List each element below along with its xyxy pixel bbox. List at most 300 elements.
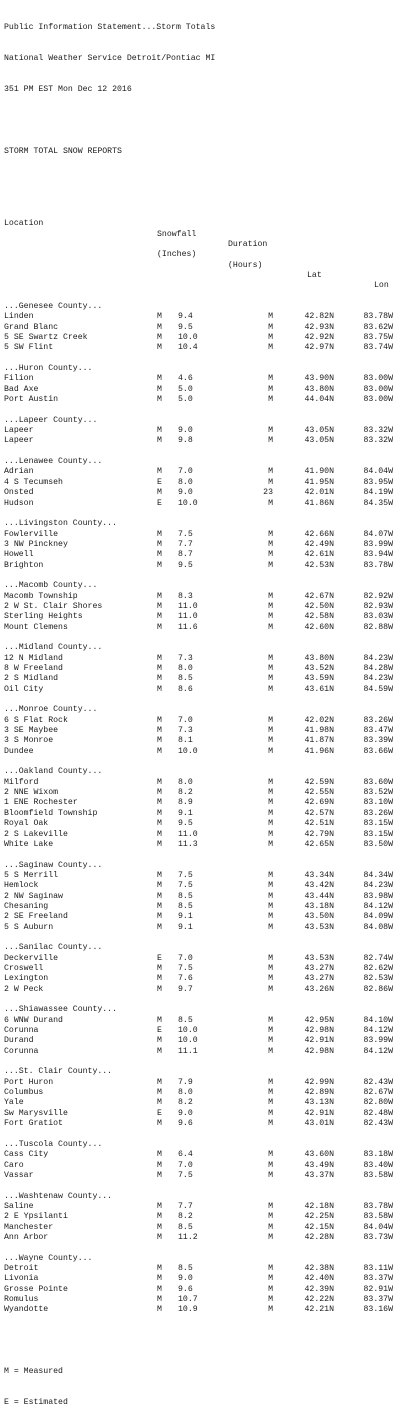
report-row [4,1015,393,1026]
header-line-timestamp: 351 PM EST Mon Dec 12 2016 [4,84,132,94]
report-location: Bloomfield Township [4,808,98,818]
report-location: Corunna [4,1026,39,1036]
county-heading: ...Saginaw County... [4,860,103,870]
report-snowfall-value: 9.4 [178,312,193,322]
report-row [4,891,393,902]
report-latitude: 42.02N [304,715,334,725]
county-section [4,767,393,860]
report-duration: M [268,1150,273,1160]
report-location: 4 S Tecumseh [4,477,63,487]
report-location: Hudson [4,498,34,508]
report-snowfall-value: 6.4 [178,1150,193,1160]
report-source-code: M [157,963,162,973]
report-snowfall-value: 8.0 [178,664,193,673]
report-latitude: 43.01N [304,1119,334,1129]
report-location: Lapeer [4,436,34,446]
report-longitude: 83.99W [363,1036,393,1046]
report-location: Fort Gratiot [4,1119,63,1129]
report-duration: 23 [263,488,273,498]
report-latitude: 43.80N [304,653,334,663]
report-duration: M [268,395,273,405]
report-duration: M [268,426,273,436]
report-row [4,384,393,395]
report-row [4,374,393,384]
report-row [4,808,393,819]
report-source-code: E [157,477,162,487]
report-longitude: 83.98W [363,891,393,901]
report-longitude: 82.43W [363,1077,393,1087]
report-source-code: M [157,726,162,736]
report-snowfall-value: 7.5 [178,870,193,880]
report-longitude: 83.78W [363,1201,393,1211]
report-row [4,1088,393,1098]
column-header-duration: Duration [228,239,268,249]
report-source-code: M [157,715,162,725]
report-source-code: M [157,488,162,498]
county-heading: ...Lapeer County... [4,415,98,425]
report-row [4,829,393,840]
report-location: Sterling Heights [4,612,83,622]
county-section [4,581,393,643]
report-latitude: 42.97N [304,343,334,353]
report-latitude: 43.59N [304,674,334,684]
report-source-code: M [157,322,162,332]
report-row [4,819,393,829]
report-longitude: 84.04W [363,467,393,477]
report-latitude: 43.50N [304,912,334,922]
report-location: Caro [4,1160,24,1170]
report-source-code: M [157,1294,162,1304]
report-snowfall-value: 8.5 [178,1263,193,1273]
storm-totals-document [4,2,393,1419]
report-latitude: 43.05N [304,436,334,446]
report-source-code: M [157,653,162,663]
column-header-row [4,209,268,249]
report-source-code: M [157,343,162,353]
report-snowfall-value: 8.5 [178,674,193,684]
report-latitude: 42.50N [304,601,334,611]
report-source-code: M [157,674,162,684]
report-source-code: M [157,1274,162,1284]
report-snowfall-value: 7.5 [178,881,193,891]
report-longitude: 84.28W [363,664,393,673]
report-source-code: M [157,622,162,632]
report-row [4,922,393,933]
report-location: 8 W Freeland [4,664,63,673]
report-row [4,788,393,798]
report-row [4,974,393,984]
report-location: 2 S Midland [4,674,59,684]
report-latitude: 41.90N [304,467,334,477]
report-latitude: 42.28N [304,1232,334,1242]
report-snowfall-value: 4.6 [178,374,193,384]
report-location: 2 NW Saginaw [4,891,63,901]
report-latitude: 43.61N [304,684,334,694]
county-section [4,943,393,1005]
report-source-code: M [157,1098,162,1108]
report-longitude: 82.43W [363,1119,393,1129]
report-source-code: M [157,395,162,405]
report-snowfall-value: 8.7 [178,550,193,560]
report-row [4,1232,393,1243]
report-longitude: 82.86W [363,984,393,994]
report-duration: M [268,343,273,353]
report-source-code: M [157,1201,162,1211]
report-source-code: M [157,788,162,798]
report-source-code: E [157,1026,162,1036]
report-location: Milford [4,777,39,787]
report-latitude: 42.98N [304,1026,334,1036]
report-snowfall-value: 7.0 [178,715,193,725]
report-duration: M [268,1294,273,1304]
report-longitude: 83.58W [363,1170,393,1180]
report-source-code: M [157,1263,162,1273]
report-duration: M [268,808,273,818]
report-location: 2 E Ypsilanti [4,1212,68,1222]
county-sections [4,301,393,1316]
report-duration: M [268,881,273,891]
county-section [4,519,393,581]
report-location: White Lake [4,839,54,849]
report-longitude: 83.99W [363,539,393,549]
report-row [4,1305,393,1315]
report-row [4,1294,393,1305]
column-header-location: Location [4,219,44,229]
report-snowfall-value: 7.5 [178,529,193,539]
report-location: 3 S Monroe [4,736,54,746]
report-latitude: 43.18N [304,901,334,911]
report-longitude: 83.62W [363,322,393,332]
report-source-code: M [157,333,162,342]
report-duration: M [268,322,273,332]
report-row [4,1036,393,1046]
report-latitude: 42.65N [304,839,334,849]
report-source-code: M [157,664,162,673]
report-latitude: 42.95N [304,1015,334,1025]
report-duration: M [268,829,273,839]
report-snowfall-value: 9.1 [178,912,193,922]
report-longitude: 83.26W [363,715,393,725]
report-row [4,736,393,746]
report-location: Linden [4,312,34,322]
report-latitude: 42.79N [304,829,334,839]
report-latitude: 43.90N [304,374,334,384]
report-row [4,498,393,509]
column-header-lon: Lon [374,281,389,291]
report-source-code: E [157,498,162,508]
report-row [4,839,393,850]
report-latitude: 42.98N [304,1046,334,1056]
report-row [4,901,393,912]
report-snowfall-value: 7.3 [178,653,193,663]
report-duration: M [268,1305,273,1315]
report-longitude: 84.12W [363,901,393,911]
report-longitude: 82.80W [363,1098,393,1108]
report-row [4,1201,393,1212]
report-title: STORM TOTAL SNOW REPORTS [4,146,122,156]
report-location: Grand Blanc [4,322,59,332]
county-section [4,415,393,457]
report-snowfall-value: 10.9 [178,1305,198,1315]
report-source-code: M [157,881,162,891]
report-longitude: 83.15W [363,819,393,829]
report-latitude: 42.66N [304,529,334,539]
report-longitude: 84.07W [363,529,393,539]
report-latitude: 41.98N [304,726,334,736]
report-source-code: M [157,736,162,746]
report-snowfall-value: 7.0 [178,467,193,477]
report-location: Brighton [4,560,44,570]
report-snowfall-value: 10.0 [178,746,198,756]
report-duration: M [268,1046,273,1056]
report-duration: M [268,539,273,549]
report-latitude: 42.21N [304,1305,334,1315]
report-snowfall-value: 10.7 [178,1294,198,1304]
report-row [4,601,393,612]
report-location: Deckerville [4,953,59,963]
report-longitude: 83.11W [363,1263,393,1273]
report-longitude: 84.10W [363,1015,393,1025]
report-source-code: M [157,612,162,622]
report-source-code: M [157,560,162,570]
report-source-code: M [157,1119,162,1129]
report-latitude: 42.39N [304,1284,334,1294]
report-snowfall-value: 7.6 [178,974,193,984]
report-row [4,1077,393,1088]
county-heading: ...Wayne County... [4,1253,93,1263]
report-duration: M [268,726,273,736]
report-source-code: M [157,984,162,994]
report-duration: M [268,333,273,342]
report-location: Chesaning [4,901,49,911]
report-duration: M [268,374,273,384]
county-section [4,860,393,944]
report-source-code: M [157,1088,162,1098]
report-longitude: 83.66W [363,746,393,756]
column-unit-snowfall: (Inches) [157,250,197,260]
report-row [4,395,393,405]
report-latitude: 42.67N [304,591,334,601]
report-location: Detroit [4,1263,39,1273]
report-duration: M [268,746,273,756]
report-row [4,726,393,736]
report-source-code: M [157,539,162,549]
report-snowfall-value: 7.5 [178,963,193,973]
report-snowfall-value: 8.2 [178,1098,193,1108]
report-snowfall-value: 11.2 [178,1232,198,1242]
report-row [4,529,393,540]
report-location: 5 SE Swartz Creek [4,333,88,342]
report-row [4,963,393,974]
report-location: Royal Oak [4,819,49,829]
report-duration: M [268,1284,273,1294]
report-row [4,798,393,808]
report-location: Hemlock [4,881,39,891]
report-row [4,467,393,477]
county-heading: ...Genesee County... [4,301,103,311]
report-location: Romulus [4,1294,39,1304]
report-longitude: 83.00W [363,384,393,394]
report-longitude: 83.95W [363,477,393,487]
report-snowfall-value: 11.0 [178,612,198,622]
report-row [4,436,393,446]
report-duration: M [268,529,273,539]
report-snowfall-value: 9.5 [178,560,193,570]
report-snowfall-value: 9.6 [178,1119,193,1129]
report-duration: M [268,684,273,694]
report-row [4,477,393,488]
report-location: Columbus [4,1088,44,1098]
report-longitude: 82.67W [363,1088,393,1098]
report-latitude: 42.59N [304,777,334,787]
report-location: 5 SW Flint [4,343,54,353]
report-latitude: 43.27N [304,963,334,973]
report-row [4,984,393,995]
report-latitude: 42.55N [304,788,334,798]
report-duration: M [268,963,273,973]
report-latitude: 42.69N [304,798,334,808]
report-latitude: 42.93N [304,322,334,332]
report-duration: M [268,653,273,663]
report-source-code: M [157,901,162,911]
report-source-code: M [157,550,162,560]
report-source-code: M [157,808,162,818]
report-row [4,1098,393,1108]
report-duration: M [268,736,273,746]
report-duration: M [268,622,273,632]
county-section [4,643,393,705]
report-duration: M [268,498,273,508]
report-duration: M [268,1263,273,1273]
report-latitude: 43.34N [304,870,334,880]
report-source-code: M [157,684,162,694]
report-latitude: 42.38N [304,1263,334,1273]
report-duration: M [268,384,273,394]
report-location: 2 W Peck [4,984,44,994]
report-latitude: 42.22N [304,1294,334,1304]
report-longitude: 84.12W [363,1046,393,1056]
report-latitude: 42.18N [304,1201,334,1211]
report-location: 12 N Midland [4,653,63,663]
report-duration: M [268,798,273,808]
report-location: 6 S Flat Rock [4,715,68,725]
report-longitude: 83.32W [363,426,393,436]
report-longitude: 82.74W [363,953,393,963]
report-longitude: 84.34W [363,870,393,880]
report-latitude: 42.53N [304,560,334,570]
report-latitude: 42.25N [304,1212,334,1222]
report-snowfall-value: 8.6 [178,684,193,694]
header-line-office: National Weather Service Detroit/Pontiac MI [4,53,216,63]
report-source-code: M [157,591,162,601]
report-row [4,550,393,560]
report-location: Mount Clemens [4,622,68,632]
county-section [4,1067,393,1139]
report-longitude: 83.75W [363,333,393,342]
report-latitude: 42.60N [304,622,334,632]
report-row [4,1119,393,1129]
report-row [4,1274,393,1284]
report-latitude: 43.13N [304,1098,334,1108]
report-location: Wyandotte [4,1305,49,1315]
report-snowfall-value: 8.2 [178,1212,193,1222]
county-section [4,1139,393,1192]
report-source-code: M [157,1305,162,1315]
report-row [4,715,393,726]
report-row [4,953,393,964]
county-section [4,1191,393,1254]
report-duration: M [268,591,273,601]
county-heading: ...Sanilac County... [4,943,103,953]
report-source-code: M [157,777,162,787]
report-duration: M [268,901,273,911]
county-heading: ...Monroe County... [4,705,98,715]
report-row [4,1263,393,1274]
report-row [4,1222,393,1233]
report-duration: M [268,1232,273,1242]
report-duration: M [268,1077,273,1087]
report-location: Ann Arbor [4,1232,49,1242]
report-latitude: 42.40N [304,1274,334,1284]
report-duration: M [268,612,273,622]
report-location: Corunna [4,1046,39,1056]
report-snowfall-value: 9.8 [178,436,193,446]
report-longitude: 84.23W [363,674,393,684]
report-location: 2 NNE Wixom [4,788,59,798]
report-duration: M [268,922,273,932]
report-duration: M [268,1088,273,1098]
report-latitude: 42.92N [304,333,334,342]
county-section [4,1005,393,1067]
report-duration: M [268,467,273,477]
report-longitude: 83.74W [363,343,393,353]
report-longitude: 83.10W [363,798,393,808]
report-source-code: M [157,829,162,839]
report-location: Durand [4,1036,34,1046]
report-location: 2 W St. Clair Shores [4,601,103,611]
report-latitude: 41.87N [304,736,334,746]
report-row [4,322,393,333]
report-latitude: 44.04N [304,395,334,405]
report-location: Lexington [4,974,49,984]
report-longitude: 82.62W [363,963,393,973]
report-location: 1 ENE Rochester [4,798,78,808]
report-duration: M [268,674,273,684]
report-latitude: 43.44N [304,891,334,901]
report-row [4,1284,393,1295]
report-latitude: 42.57N [304,808,334,818]
report-latitude: 43.60N [304,1150,334,1160]
report-location: 3 NW Pinckney [4,539,68,549]
report-source-code: M [157,1077,162,1087]
report-source-code: M [157,922,162,932]
report-latitude: 41.95N [304,477,334,487]
report-row [4,560,393,571]
report-source-code: M [157,746,162,756]
report-longitude: 84.23W [363,653,393,663]
report-longitude: 83.26W [363,808,393,818]
report-latitude: 43.27N [304,974,334,984]
county-heading: ...Livingston County... [4,519,118,529]
report-snowfall-value: 9.0 [178,1108,193,1118]
report-longitude: 84.59W [363,684,393,694]
report-snowfall-value: 8.5 [178,901,193,911]
report-location: Adrian [4,467,34,477]
report-duration: M [268,912,273,922]
legend-estimated: E = Estimated [4,1398,68,1408]
report-source-code: E [157,1108,162,1118]
report-snowfall-value: 7.0 [178,953,193,963]
